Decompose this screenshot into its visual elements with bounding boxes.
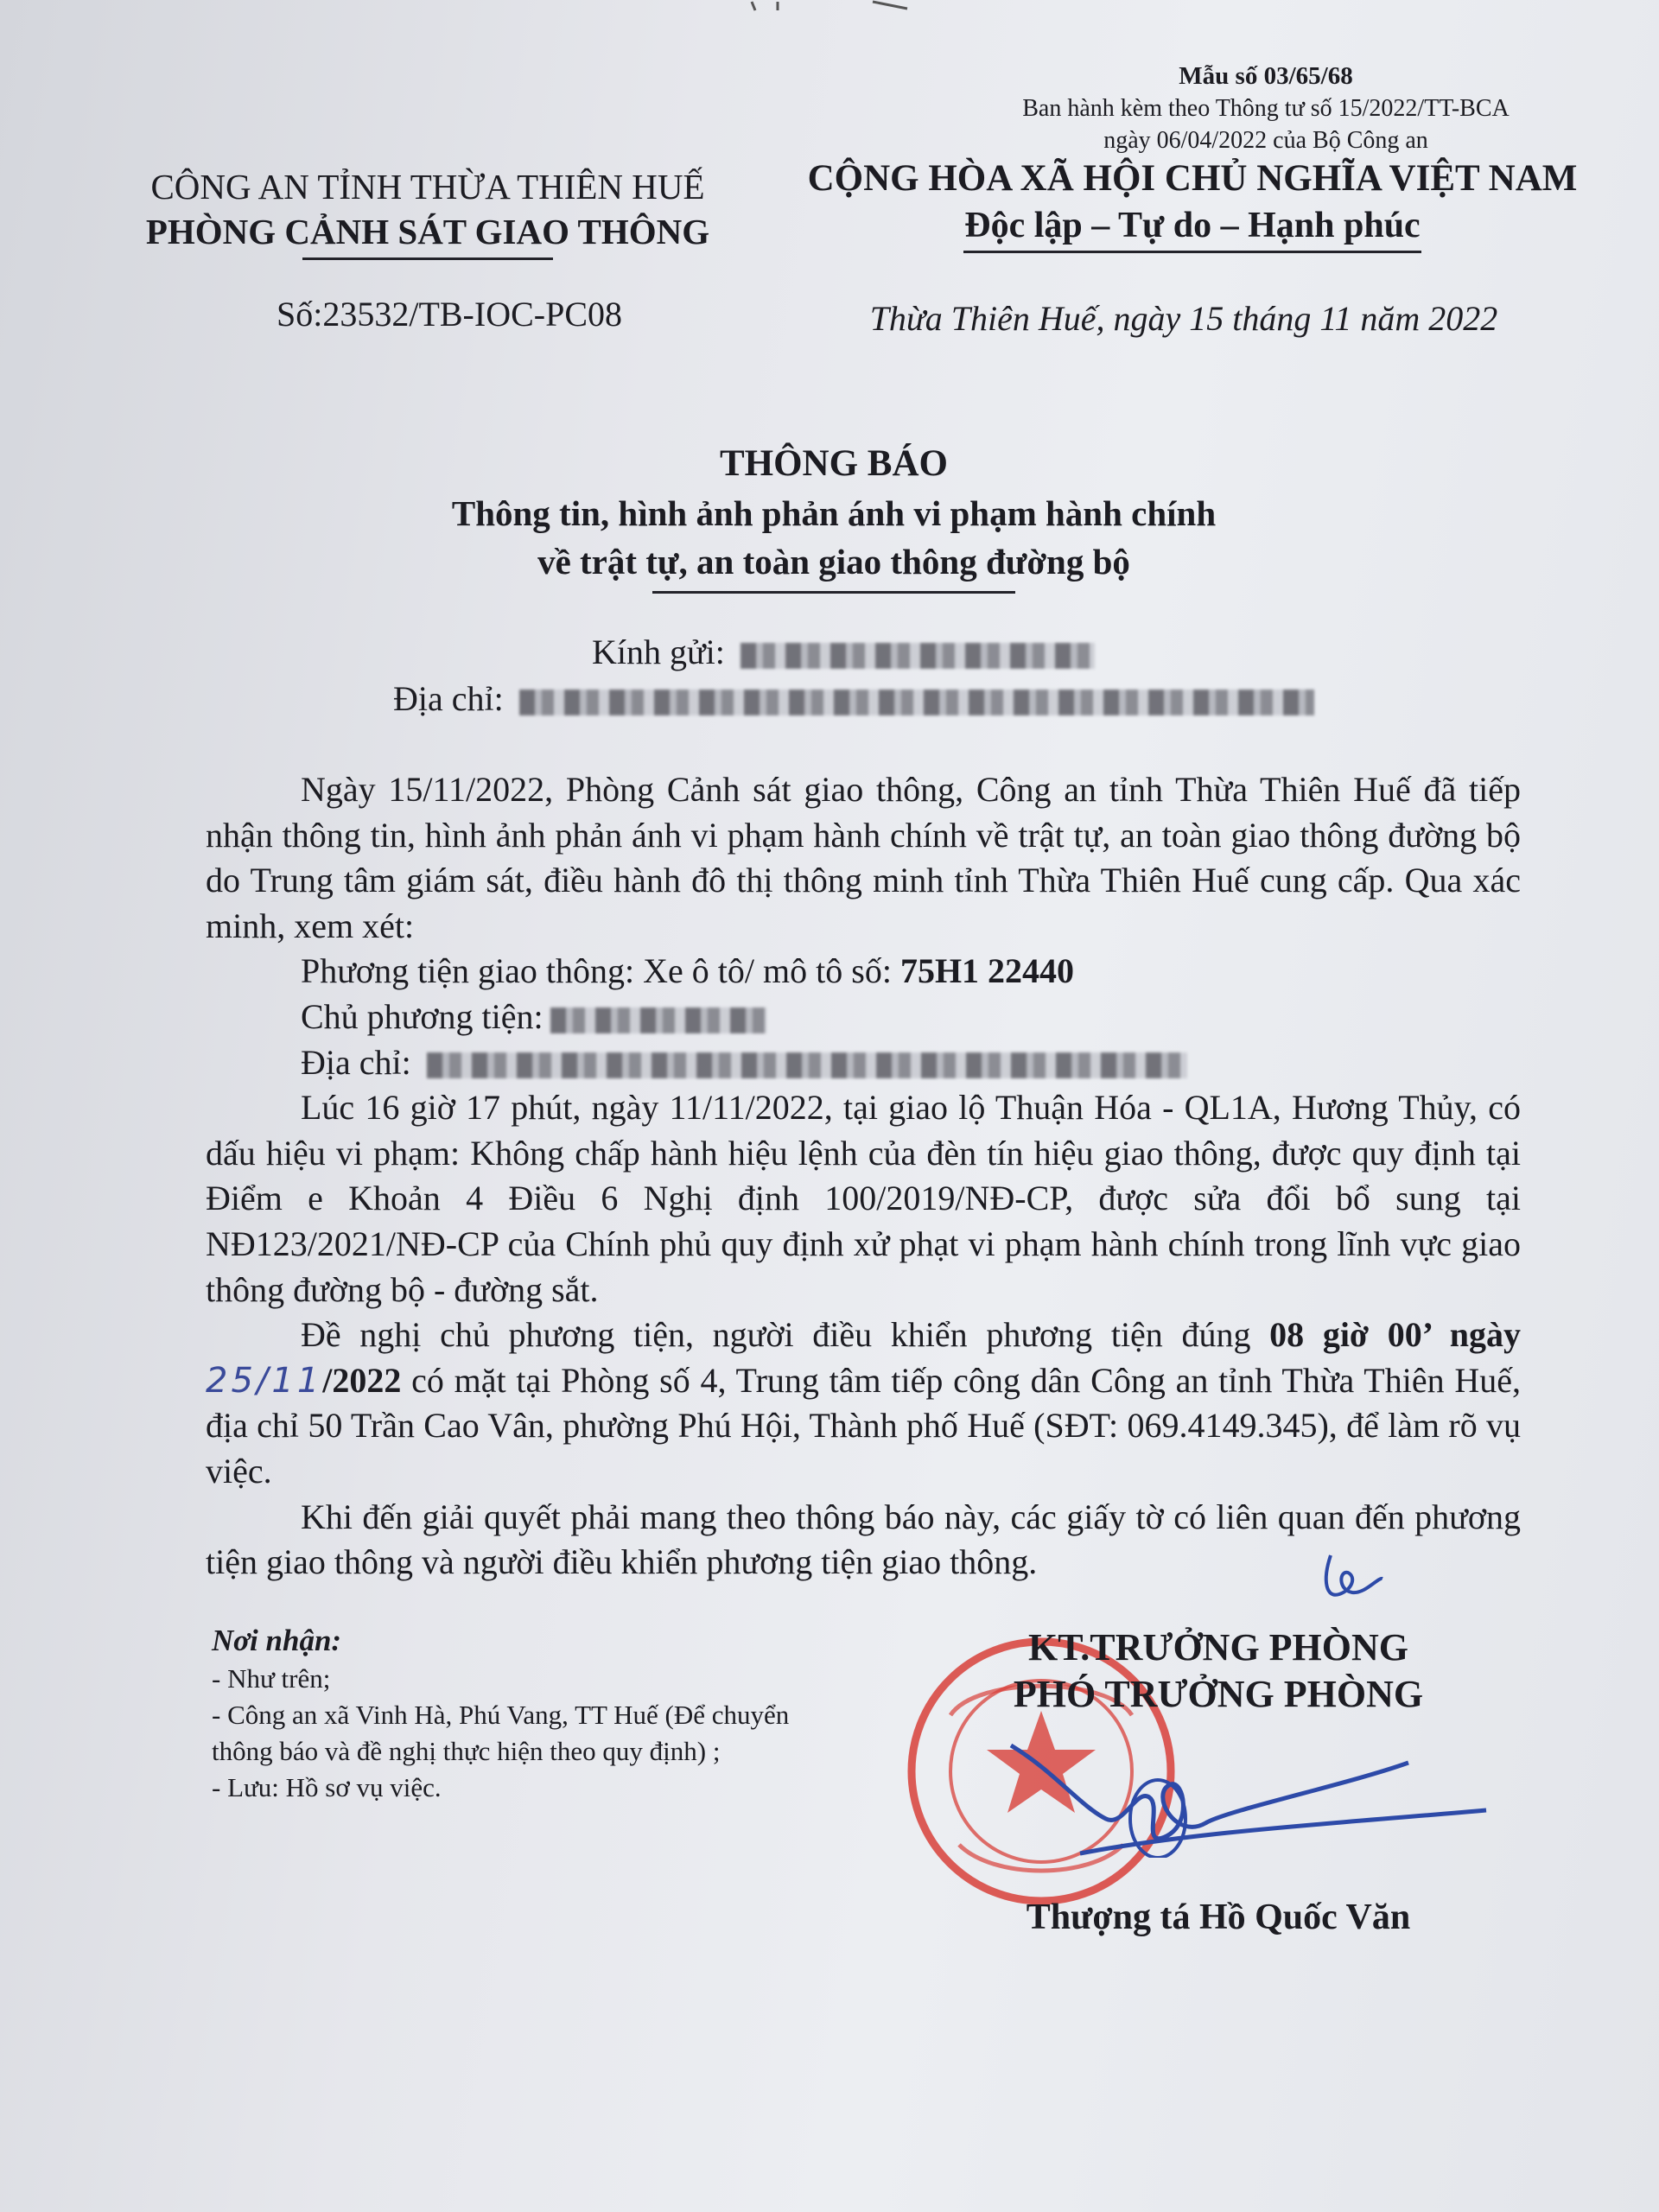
body-paragraph-intro: Ngày 15/11/2022, Phòng Cảnh sát giao thông, Công an tỉnh Thừa Thiên Huế đã tiếp nhận thông tin, hình ảnh phản ánh vi phạm hành chính về trật tự, an toàn giao thông đường bộ do Trung tâm giám sát, điều hành đô thị thông minh tỉnh Thừa Thiên Huế cung cấp. Qua xác minh, xem xét:	[206, 770, 1521, 945]
body-paragraph-summons	[206, 1313, 1521, 1494]
redacted-recipient-name	[741, 643, 1095, 669]
form-issued-line2: ngày 06/04/2022 của Bộ Công an	[1103, 127, 1428, 154]
summons-detail: có mặt tại Phòng số 4, Trung tâm tiếp công dân Công an tỉnh Thừa Thiên Huế, địa chỉ 50 Trần Cao Vân, phường Phú Hội, Thành phố Huế (SĐT: 069.4149.345), để làm rõ vụ việc.	[206, 1360, 1521, 1491]
issuing-agency	[104, 164, 752, 260]
form-reference	[907, 60, 1624, 156]
signature-line2: PHÓ TRƯỞNG PHÒNG	[1013, 1673, 1424, 1715]
owner-address-line	[206, 1040, 1521, 1086]
title-sub1: Thông tin, hình ảnh phản ánh vi phạm hành chính	[451, 493, 1217, 533]
title-main: THÔNG BÁO	[719, 443, 948, 484]
title-sub2: về trật tự, an toàn giao thông đường bộ	[537, 542, 1130, 582]
recipient-block	[393, 629, 1314, 722]
form-issued-line1: Ban hành kèm theo Thông tư số 15/2022/TT-BCA	[1022, 95, 1510, 122]
body-paragraph-violation: Lúc 16 giờ 17 phút, ngày 11/11/2022, tại giao lộ Thuận Hóa - QL1A, Hương Thủy, có dấu hiệu vi phạm: Không chấp hành hiệu lệnh của đèn tín hiệu giao thông, được quy định tại Điểm e Khoản 4 Điều 6 Nghị định 100/2019/NĐ-CP, được sửa đổi bổ sung tại NĐ123/2021/NĐ-CP của Chính phủ quy định xử phạt vi phạm hành chính trong lĩnh vực giao thông đường bộ - đường sắt.	[206, 1088, 1521, 1309]
recipients-heading: Nơi nhận:	[212, 1624, 342, 1657]
motto-underline	[963, 251, 1421, 253]
agency-department: PHÒNG CẢNH SÁT GIAO THÔNG	[145, 212, 710, 251]
form-number: Mẫu số 03/65/68	[1179, 62, 1353, 90]
redacted-owner-address	[427, 1052, 1187, 1078]
summons-time: 08 giờ 00’ ngày	[1269, 1315, 1522, 1355]
vehicle-plate: 75H1 22440	[899, 951, 1075, 991]
agency-parent: CÔNG AN TỈNH THỪA THIÊN HUẾ	[150, 167, 705, 207]
initials-mark	[1313, 1542, 1408, 1611]
document-number: Số:23532/TB-IOC-PC08	[276, 295, 623, 334]
recipient-label: Kính gửi:	[592, 632, 725, 671]
vehicle-line	[206, 949, 1521, 995]
owner-line	[206, 995, 1521, 1040]
owner-address-label: Địa chỉ:	[301, 1042, 420, 1082]
signer-name: Thượng tá Hồ Quốc Văn	[1026, 1897, 1411, 1937]
notice-body	[206, 767, 1521, 1586]
national-heading	[760, 156, 1624, 253]
summons-lead: Đề nghị chủ phương tiện, người điều khiển phương tiện đúng	[301, 1315, 1270, 1355]
owner-label: Chủ phương tiện:	[301, 996, 543, 1036]
nation-name: CỘNG HÒA XÃ HỘI CHỦ NGHĨA VIỆT NAM	[807, 158, 1578, 199]
redacted-recipient-address	[519, 690, 1314, 715]
recipient-address-label: Địa chỉ:	[393, 679, 504, 718]
nation-motto: Độc lập – Tự do – Hạnh phúc	[964, 206, 1421, 245]
redacted-owner-name	[550, 1007, 766, 1033]
document-title	[259, 439, 1408, 594]
agency-underline	[302, 257, 553, 260]
place-and-date: Thừa Thiên Huế, ngày 15 tháng 11 năm 2022	[869, 299, 1498, 338]
signature-title	[907, 1624, 1529, 1718]
body-paragraph-closing: Khi đến giải quyết phải mang theo thông báo này, các giấy tờ có liên quan đến phương tiện giao thông và người điều khiển phương tiện giao thông.	[206, 1497, 1521, 1582]
torn-header-fragment	[743, 0, 916, 12]
handwritten-date: 25/11	[206, 1360, 323, 1401]
recipient-item: - Công an xã Vinh Hà, Phú Vang, TT Huế (Để chuyển thông báo và đề nghị thực hiện theo quy định) ;	[212, 1700, 790, 1766]
signature-line1: KT.TRƯỞNG PHÒNG	[1028, 1626, 1408, 1669]
recipient-item: - Lưu: Hồ sơ vụ việc.	[212, 1772, 442, 1802]
handwritten-signature	[976, 1737, 1512, 1858]
title-underline	[652, 591, 1015, 594]
vehicle-label: Phương tiện giao thông: Xe ô tô/ mô tô số:	[301, 951, 900, 991]
recipient-item: - Như trên;	[212, 1663, 331, 1694]
recipients-list	[212, 1621, 834, 1806]
summons-year: /2022	[322, 1360, 402, 1400]
